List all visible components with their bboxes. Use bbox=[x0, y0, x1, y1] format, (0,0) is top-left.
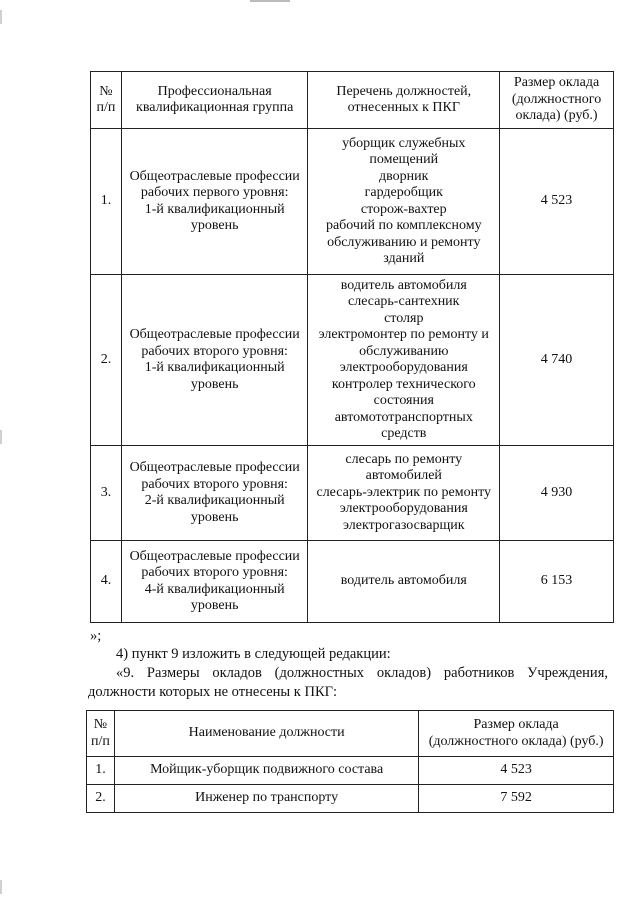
row-number: 4. bbox=[91, 541, 122, 623]
header-positions: Перечень должностей, отнесенных к ПКГ bbox=[308, 72, 500, 129]
table-row bbox=[91, 541, 614, 623]
scan-edge-mark bbox=[0, 430, 2, 444]
scan-edge-mark bbox=[250, 0, 290, 2]
qualification-group: Общеотраслевые профессии рабочих второго уровня: 1-й квалификационный уровень bbox=[121, 275, 308, 446]
table-header-row bbox=[91, 72, 614, 129]
position-name: Инженер по транспорту bbox=[114, 785, 418, 813]
positions-list: водитель автомобиля слесарь-сантехник столяр электромонтер по ремонту и обслуживанию электрооборудования контролер технического состояния автомототранспортных средств bbox=[308, 275, 500, 446]
table-row bbox=[91, 129, 614, 275]
salary-table-other bbox=[86, 710, 614, 813]
table-row bbox=[87, 757, 614, 785]
positions-list: слесарь по ремонту автомобилей слесарь-электрик по ремонту электрооборудования электрогазосварщик bbox=[308, 446, 500, 541]
table-row bbox=[91, 275, 614, 446]
table-header-row bbox=[87, 711, 614, 757]
salary-value: 4 930 bbox=[500, 446, 614, 541]
header-number: № п/п bbox=[87, 711, 115, 757]
qualification-group: Общеотраслевые профессии рабочих второго уровня: 4-й квалификационный уровень bbox=[121, 541, 308, 623]
salary-value: 6 153 bbox=[500, 541, 614, 623]
row-number: 1. bbox=[91, 129, 122, 275]
header-number: № п/п bbox=[91, 72, 122, 129]
qualification-group: Общеотраслевые профессии рабочих первого уровня: 1-й квалификационный уровень bbox=[121, 129, 308, 275]
header-group: Профессиональная квалификационная группа bbox=[121, 72, 308, 129]
item-heading: 4) пункт 9 изложить в следующей редакции: bbox=[116, 646, 391, 662]
row-number: 2. bbox=[91, 275, 122, 446]
table-row bbox=[87, 785, 614, 813]
salary-value: 4 523 bbox=[500, 129, 614, 275]
quoted-paragraph: «9. Размеры окладов (должностных окладов) работников Учреждения, должности которых не отнесены к ПКГ: bbox=[88, 665, 608, 700]
header-salary: Размер оклада (должностного оклада) (руб.) bbox=[419, 711, 614, 757]
closing-quote: »; bbox=[90, 628, 102, 644]
header-salary: Размер оклада (должностного оклада) (руб.) bbox=[500, 72, 614, 129]
salary-value: 7 592 bbox=[419, 785, 614, 813]
qualification-group: Общеотраслевые профессии рабочих второго уровня: 2-й квалификационный уровень bbox=[121, 446, 308, 541]
row-number: 1. bbox=[87, 757, 115, 785]
positions-list: водитель автомобиля bbox=[308, 541, 500, 623]
scan-edge-mark bbox=[0, 10, 2, 24]
salary-value: 4 523 bbox=[419, 757, 614, 785]
scan-edge-mark bbox=[0, 880, 2, 894]
table-row bbox=[91, 446, 614, 541]
salary-table-pkg bbox=[90, 71, 614, 623]
header-position-name: Наименование должности bbox=[114, 711, 418, 757]
positions-list: уборщик служебных помещений дворник гардеробщик сторож-вахтер рабочий по комплексному обслуживанию и ремонту зданий bbox=[308, 129, 500, 275]
row-number: 2. bbox=[87, 785, 115, 813]
salary-value: 4 740 bbox=[500, 275, 614, 446]
position-name: Мойщик-уборщик подвижного состава bbox=[114, 757, 418, 785]
row-number: 3. bbox=[91, 446, 122, 541]
